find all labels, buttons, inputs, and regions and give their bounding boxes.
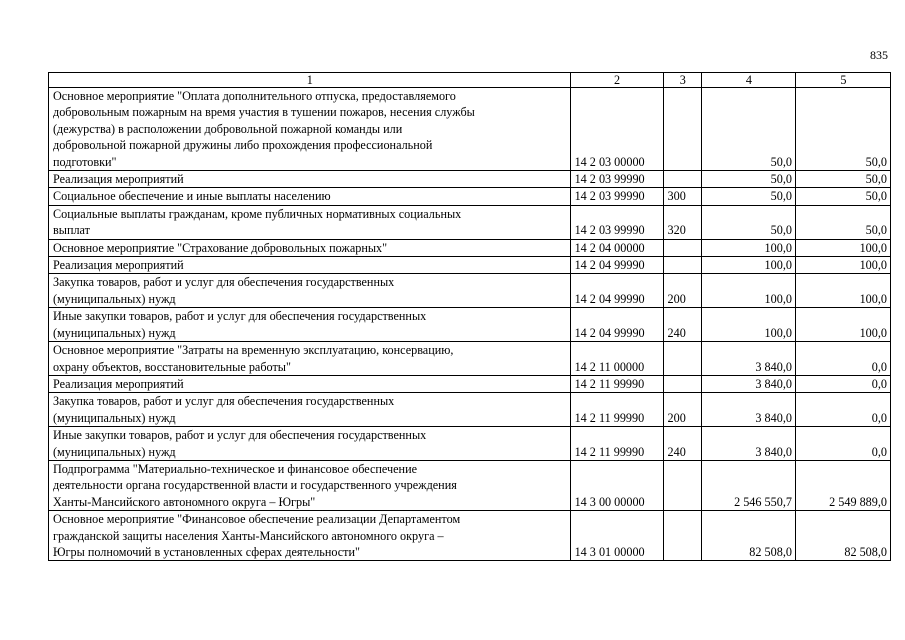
expense-type-cell (663, 342, 701, 376)
budget-code-cell: 14 2 11 00000 (570, 342, 663, 376)
column-header-5: 5 (795, 73, 890, 88)
amount-year1-cell: 50,0 (701, 88, 795, 171)
expense-type-cell: 200 (663, 393, 701, 427)
expense-type-cell (663, 239, 701, 256)
table-row (49, 171, 891, 188)
item-name-cell: Иные закупки товаров, работ и услуг для обеспечения государственных (муниципальных) нужд (49, 308, 571, 342)
amount-year1-cell: 50,0 (701, 171, 795, 188)
item-name-cell: Реализация мероприятий (49, 257, 571, 274)
expense-type-cell: 200 (663, 274, 701, 308)
expense-type-cell: 240 (663, 308, 701, 342)
budget-table-body (49, 73, 891, 561)
table-row (49, 188, 891, 205)
budget-code-cell: 14 2 03 00000 (570, 88, 663, 171)
expense-type-cell (663, 257, 701, 274)
item-name-cell: Социальное обеспечение и иные выплаты населению (49, 188, 571, 205)
amount-year2-cell: 50,0 (795, 205, 890, 239)
expense-type-cell: 240 (663, 427, 701, 461)
item-name-cell: Основное мероприятие "Затраты на временную эксплуатацию, консервацию, охрану объектов, восстановительные работы" (49, 342, 571, 376)
amount-year1-cell: 100,0 (701, 257, 795, 274)
amount-year2-cell: 0,0 (795, 427, 890, 461)
budget-code-cell: 14 2 11 99990 (570, 393, 663, 427)
budget-code-cell: 14 2 03 99990 (570, 188, 663, 205)
item-name-cell: Основное мероприятие "Страхование добровольных пожарных" (49, 239, 571, 256)
page-number: 835 (870, 48, 888, 62)
amount-year2-cell: 0,0 (795, 375, 890, 392)
amount-year1-cell: 100,0 (701, 274, 795, 308)
expense-type-cell: 320 (663, 205, 701, 239)
table-row (49, 257, 891, 274)
amount-year1-cell: 50,0 (701, 188, 795, 205)
table-row (49, 427, 891, 461)
table-row (49, 205, 891, 239)
expense-type-cell (663, 511, 701, 561)
amount-year1-cell: 3 840,0 (701, 342, 795, 376)
table-row (49, 342, 891, 376)
amount-year2-cell: 100,0 (795, 239, 890, 256)
budget-table (48, 72, 891, 561)
table-header-row (49, 73, 891, 88)
item-name-cell: Реализация мероприятий (49, 375, 571, 392)
amount-year2-cell: 0,0 (795, 393, 890, 427)
budget-code-cell: 14 2 11 99990 (570, 375, 663, 392)
expense-type-cell (663, 375, 701, 392)
item-name-cell: Основное мероприятие "Финансовое обеспечение реализации Департаментом гражданской защиты населения Ханты-Мансийского автономного округа – Югры полномочий в установленных сферах деятельности" (49, 511, 571, 561)
amount-year1-cell: 3 840,0 (701, 427, 795, 461)
table-row (49, 88, 891, 171)
amount-year2-cell: 50,0 (795, 171, 890, 188)
column-header-2: 2 (570, 73, 663, 88)
budget-code-cell: 14 2 03 99990 (570, 171, 663, 188)
amount-year2-cell: 50,0 (795, 188, 890, 205)
amount-year1-cell: 2 546 550,7 (701, 460, 795, 510)
budget-code-cell: 14 3 00 00000 (570, 460, 663, 510)
item-name-cell: Социальные выплаты гражданам, кроме публичных нормативных социальных выплат (49, 205, 571, 239)
column-header-1: 1 (49, 73, 571, 88)
item-name-cell: Основное мероприятие "Оплата дополнительного отпуска, предоставляемого добровольным пожарным на время участия в тушении пожаров, несения службы (дежурства) в расположении добровольной пожарной команды или добровольной пожарной дружины либо прохождения профессиональной подготовки" (49, 88, 571, 171)
item-name-cell: Подпрограмма "Материально-техническое и финансовое обеспечение деятельности органа государственной власти и государственного учреждения Ханты-Мансийского автономного округа – Югры" (49, 460, 571, 510)
amount-year2-cell: 100,0 (795, 257, 890, 274)
column-header-3: 3 (663, 73, 701, 88)
budget-code-cell: 14 2 04 99990 (570, 257, 663, 274)
table-row (49, 460, 891, 510)
amount-year1-cell: 3 840,0 (701, 375, 795, 392)
budget-code-cell: 14 2 04 00000 (570, 239, 663, 256)
amount-year1-cell: 82 508,0 (701, 511, 795, 561)
amount-year1-cell: 100,0 (701, 308, 795, 342)
table-row (49, 308, 891, 342)
amount-year2-cell: 82 508,0 (795, 511, 890, 561)
amount-year1-cell: 3 840,0 (701, 393, 795, 427)
budget-code-cell: 14 2 04 99990 (570, 308, 663, 342)
table-row (49, 239, 891, 256)
item-name-cell: Закупка товаров, работ и услуг для обеспечения государственных (муниципальных) нужд (49, 393, 571, 427)
item-name-cell: Иные закупки товаров, работ и услуг для обеспечения государственных (муниципальных) нужд (49, 427, 571, 461)
table-row (49, 393, 891, 427)
amount-year2-cell: 100,0 (795, 274, 890, 308)
budget-code-cell: 14 2 03 99990 (570, 205, 663, 239)
table-row (49, 375, 891, 392)
budget-code-cell: 14 2 04 99990 (570, 274, 663, 308)
table-row (49, 274, 891, 308)
amount-year2-cell: 0,0 (795, 342, 890, 376)
expense-type-cell (663, 460, 701, 510)
amount-year2-cell: 50,0 (795, 88, 890, 171)
budget-code-cell: 14 2 11 99990 (570, 427, 663, 461)
amount-year1-cell: 100,0 (701, 239, 795, 256)
column-header-4: 4 (701, 73, 795, 88)
budget-code-cell: 14 3 01 00000 (570, 511, 663, 561)
item-name-cell: Закупка товаров, работ и услуг для обеспечения государственных (муниципальных) нужд (49, 274, 571, 308)
amount-year1-cell: 50,0 (701, 205, 795, 239)
expense-type-cell: 300 (663, 188, 701, 205)
amount-year2-cell: 2 549 889,0 (795, 460, 890, 510)
expense-type-cell (663, 171, 701, 188)
item-name-cell: Реализация мероприятий (49, 171, 571, 188)
amount-year2-cell: 100,0 (795, 308, 890, 342)
table-row (49, 511, 891, 561)
expense-type-cell (663, 88, 701, 171)
